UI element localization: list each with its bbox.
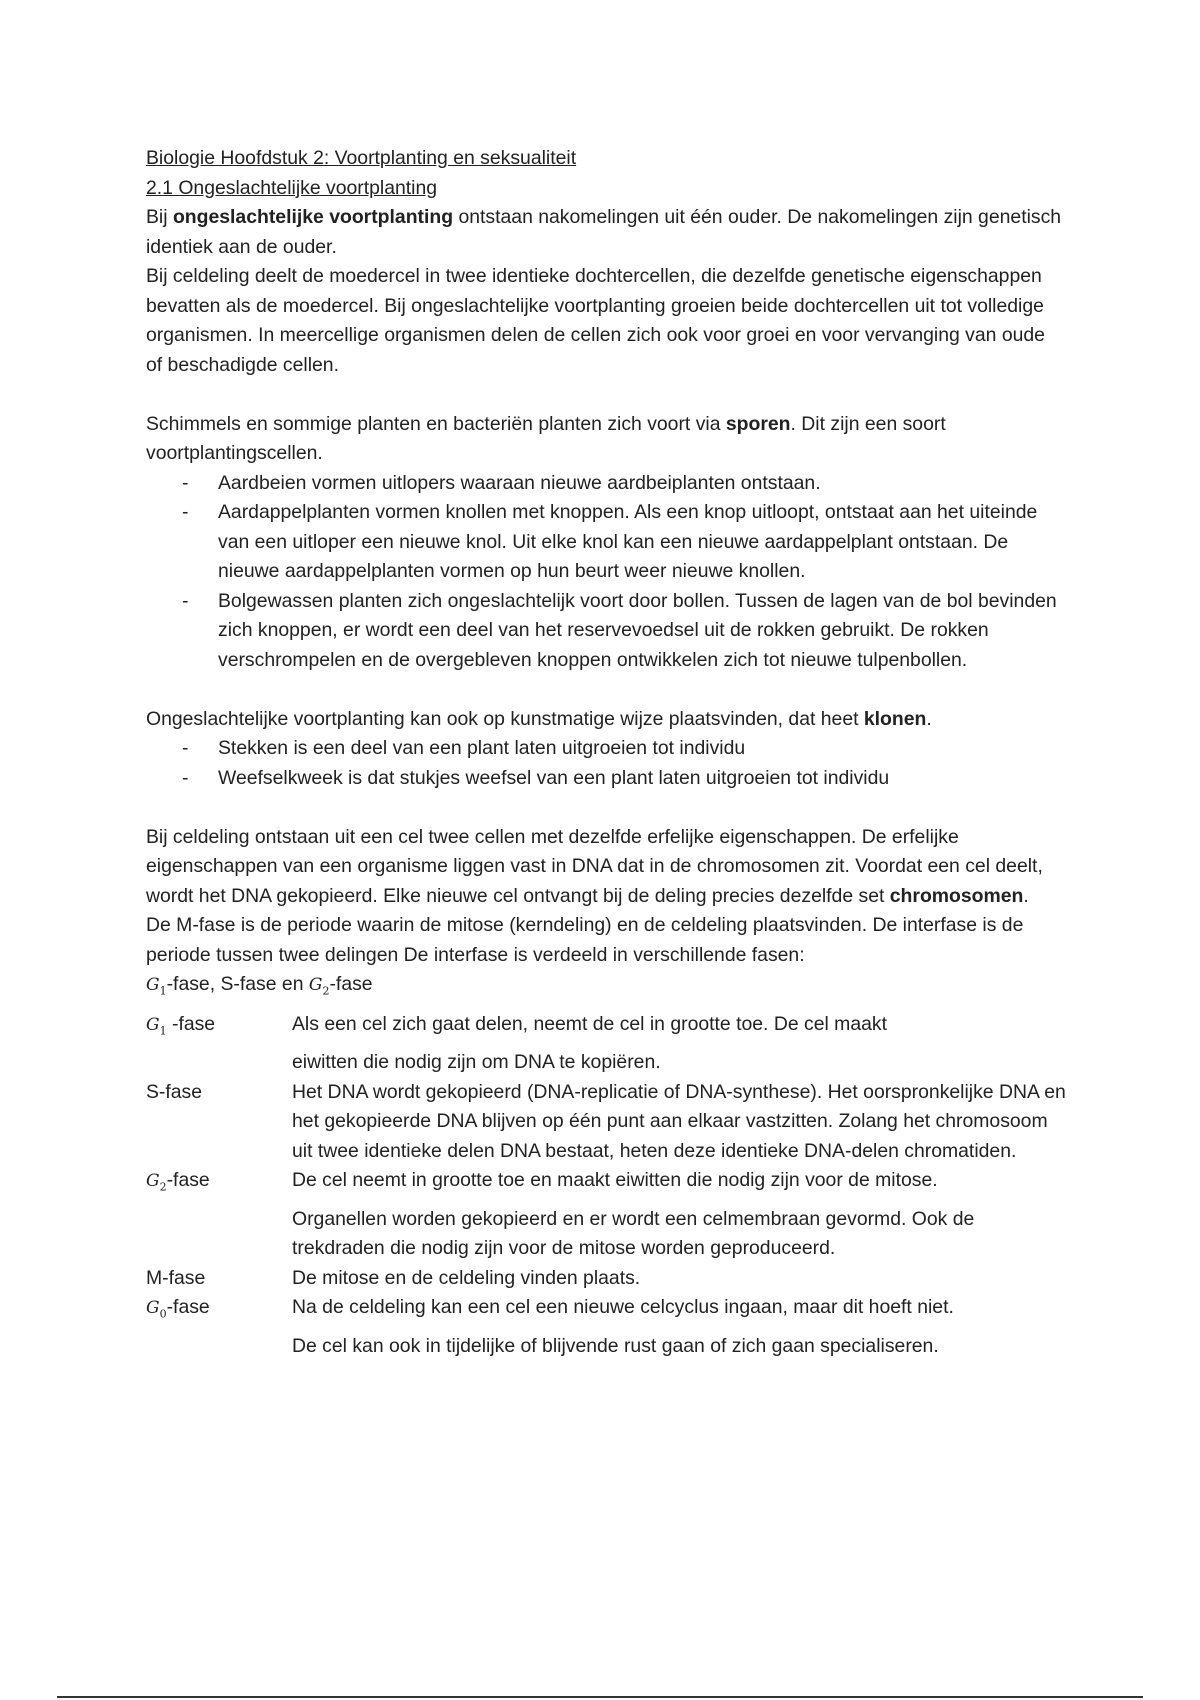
phase-row-g2 — [146, 1166, 1066, 1264]
list-item: - Weefselkweek is dat stukjes weefsel van een plant laten uitgroeien tot individu — [218, 764, 1066, 794]
phase-summary: $G_1$-fase, S-fase en $G_2$-fase — [146, 973, 373, 998]
phase-row-g0 — [146, 1293, 1066, 1361]
phase-label: $G_1$ -fase — [146, 1012, 216, 1038]
list-item: - Aardbeien vormen uitlopers waaraan nieuwe aardbeiplanten ontstaan. — [218, 469, 1066, 499]
g1-symbol: $G_1$ — [146, 975, 167, 998]
phase-label: $G_0$-fase — [146, 1296, 210, 1321]
phase-label: $G_2$-fase — [146, 1169, 210, 1194]
phase-description: Als een cel zich gaat delen, neemt de cel in grootte toe. De cel maakt eiwitten die nodig zijn om DNA te kopiëren. — [292, 1012, 887, 1074]
list-item: - Bolgewassen planten zich ongeslachtelijk voort door bollen. Tussen de lagen van de bol bevinden zich knoppen, er wordt een deel van het reservevoedsel uit de rokken gebruikt. De rokken verschrompelen en de overgebleven knoppen ontwikkelen zich tot nieuwe tulpenbollen. — [218, 587, 1066, 676]
sporen-list — [146, 469, 1066, 676]
phase-description: De cel neemt in grootte toe en maakt eiwitten die nodig zijn voor de mitose. Organellen worden gekopieerd en er wordt een celmembraan gevormd. Ook de trekdraden die nodig zijn voor de mitose worden geproduceerd. — [292, 1169, 975, 1260]
m-fase-paragraph: De M-fase is de periode waarin de mitose (kerndeling) en de celdeling plaatsvinden. De interfase is de periode tussen twee delingen De interfase is verdeeld in verschillende fasen: — [146, 914, 1024, 966]
term-ongeslachtelijke-voortplanting: ongeslachtelijke voortplanting — [172, 206, 454, 228]
phase-label: M-fase — [146, 1266, 206, 1289]
klonen-list — [146, 734, 1066, 793]
sporen-paragraph: Schimmels en sommige planten en bacteriën planten zich voort via sporen. Dit zijn een soort voortplantingscellen. — [146, 412, 946, 464]
term-sporen: sporen — [725, 412, 791, 435]
phase-description: Na de celdeling kan een cel een nieuwe celcyclus ingaan, maar dit hoeft niet. De cel kan ook in tijdelijke of blijvende rust gaan of zich gaan specialiseren. — [292, 1296, 954, 1357]
section-heading: 2.1 Ongeslachtelijke voortplanting — [146, 176, 438, 199]
term-klonen: klonen — [863, 707, 927, 730]
chromosomen-paragraph: Bij celdeling ontstaan uit een cel twee cellen met dezelfde erfelijke eigenschappen. De erfelijke eigenschappen van een organisme liggen vast in DNA dat in de chromosomen zit. Voordat een cel deelt, wordt het DNA gekopieerd. Elke nieuwe cel ontvangt bij de deling precies dezelfde set chromosomen. — [146, 825, 1043, 907]
phase-label: S-fase — [146, 1080, 203, 1103]
bottom-divider — [57, 1696, 1143, 1698]
term-chromosomen: chromosomen — [889, 884, 1024, 907]
document-title: Biologie Hoofdstuk 2: Voortplanting en seksualiteit — [146, 147, 577, 169]
list-item: - Stekken is een deel van een plant laten uitgroeien tot individu — [218, 734, 1066, 764]
g2-symbol: $G_2$ — [308, 975, 330, 998]
document-body — [146, 144, 1066, 1361]
klonen-paragraph: Ongeslachtelijke voortplanting kan ook op kunstmatige wijze plaatsvinden, dat heet klonen. — [146, 707, 932, 730]
phase-row-s — [146, 1078, 1066, 1167]
phase-description: De mitose en de celdeling vinden plaats. — [292, 1266, 641, 1289]
phase-row-g1 — [146, 1010, 1066, 1078]
phase-row-m — [146, 1264, 1066, 1294]
list-item: - Aardappelplanten vormen knollen met knoppen. Als een knop uitloopt, ontstaat aan het uiteinde van een uitloper een nieuwe knol. Uit elke knol kan een nieuwe aardappelplant ontstaan. De nieuwe aardappelplanten vormen op hun beurt weer nieuwe knollen. — [218, 498, 1066, 587]
intro-paragraph: Bij ongeslachtelijke voortplanting ontstaan nakomelingen uit één ouder. De nakomelingen zijn genetisch identiek aan de ouder. — [146, 206, 1062, 258]
celdeling-paragraph: Bij celdeling deelt de moedercel in twee identieke dochtercellen, die dezelfde genetische eigenschappen bevatten als de moedercel. Bij ongeslachtelijke voortplanting groeien beide dochtercellen uit tot volledige organismen. In meercellige organismen delen de cellen zich ook voor groei en voor vervanging van oude of beschadigde cellen. — [146, 265, 1045, 376]
phase-description: Het DNA wordt gekopieerd (DNA-replicatie of DNA-synthese). Het oorspronkelijke DNA en het gekopieerde DNA blijven op één punt aan elkaar vastzitten. Zolang het chromosoom uit twee identieke delen DNA bestaat, heten deze identieke DNA-delen chromatiden. — [292, 1080, 1066, 1162]
phase-table — [146, 1010, 1066, 1362]
